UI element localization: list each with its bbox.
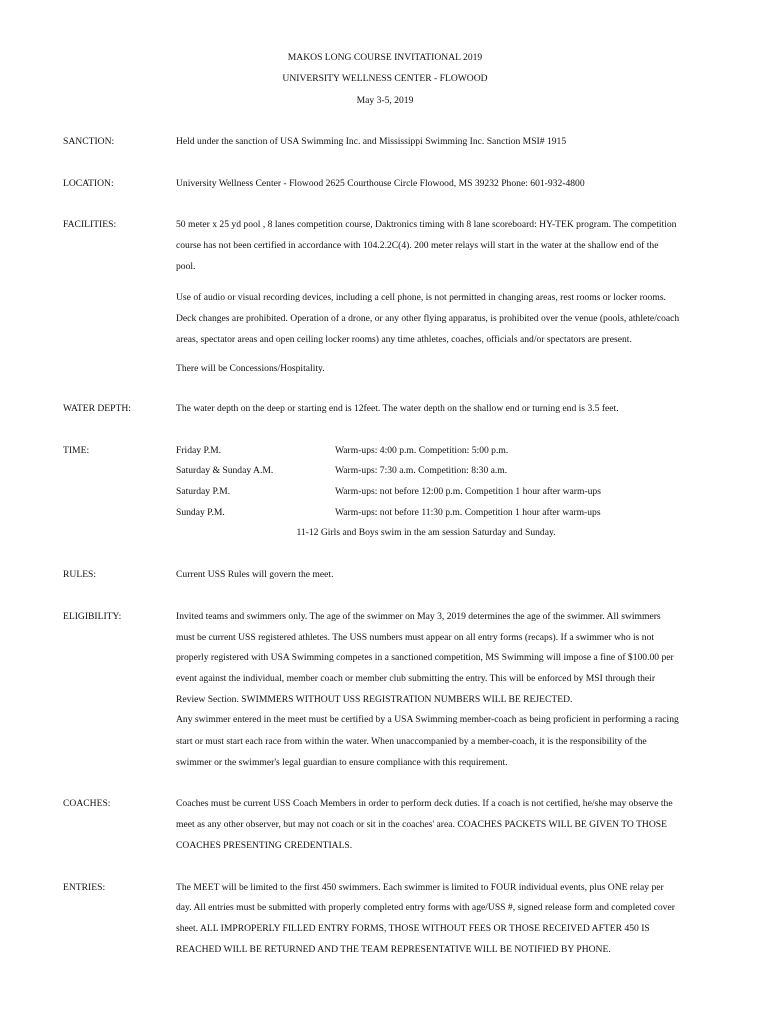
time-detail: Warm-ups: 7:30 a.m. Competition: 8:30 a.m. <box>335 465 508 476</box>
eligibility-line: swimmer or the swimmer's legal guardian to ensure compliance with this requirement. <box>176 757 508 768</box>
location-text: University Wellness Center - Flowood 2625 Courthouse Circle Flowood, MS 39232 Phone: 601-932-4800 <box>176 178 585 189</box>
eligibility-line: Any swimmer entered in the meet must be certified by a USA Swimming member-coach as being proficient in performing a racing <box>176 714 679 725</box>
entries-line: day. All entries must be submitted with properly completed entry forms with age/USS #, signed release form and completed cover <box>176 902 675 913</box>
eligibility-label: ELIGIBILITY: <box>63 611 122 622</box>
rules-text: Current USS Rules will govern the meet. <box>176 569 334 580</box>
entries-line: The MEET will be limited to the first 450 swimmers. Each swimmer is limited to FOUR individual events, plus ONE relay per <box>176 882 664 893</box>
meet-venue: UNIVERSITY WELLNESS CENTER - FLOWOOD <box>282 73 488 84</box>
sanction-text: Held under the sanction of USA Swimming Inc. and Mississippi Swimming Inc. Sanction MSI# 1915 <box>176 136 567 147</box>
meet-title: MAKOS LONG COURSE INVITATIONAL 2019 <box>287 52 483 63</box>
facilities-line: 50 meter x 25 yd pool , 8 lanes competition course, Daktronics timing with 8 lane scoreboard: HY-TEK program. The competition <box>176 219 677 230</box>
time-session: Friday P.M. <box>176 445 222 456</box>
time-detail: Warm-ups: not before 11:30 p.m. Competition 1 hour after warm-ups <box>335 507 601 518</box>
time-label: TIME: <box>63 445 90 456</box>
entries-line: sheet. ALL IMPROPERLY FILLED ENTRY FORMS, THOSE WITHOUT FEES OR THOSE RECEIVED AFTER 450 IS <box>176 923 650 934</box>
meet-dates: May 3-5, 2019 <box>356 95 414 106</box>
eligibility-line: start or must start each race from within the water. When unaccompanied by a member-coach, it is the responsibility of the <box>176 736 647 747</box>
coaches-line: Coaches must be current USS Coach Members in order to perform deck duties. If a coach is not certified, he/she may observe the <box>176 798 673 809</box>
eligibility-line: event against the individual, member coach or member club submitting the entry. This will be enforced by MSI through their <box>176 673 656 684</box>
entries-line: REACHED WILL BE RETURNED AND THE TEAM REPRESENTATIVE WILL BE NOTIFIED BY PHONE. <box>176 944 611 955</box>
coaches-line: COACHES PRESENTING CREDENTIALS. <box>176 840 353 851</box>
location-label: LOCATION: <box>63 178 114 189</box>
water-depth-text: The water depth on the deep or starting end is 12feet. The water depth on the shallow end or turning end is 3.5 feet. <box>176 403 619 414</box>
time-session: Sunday P.M. <box>176 507 225 518</box>
facilities-line: Deck changes are prohibited. Operation of a drone, or any other flying apparatus, is prohibited over the venue (pools, athlete/coach <box>176 313 680 324</box>
coaches-label: COACHES: <box>63 798 111 809</box>
facilities-line: areas, spectator areas and open ceiling locker rooms) any time athletes, coaches, officials and/or spectators are present. <box>176 334 632 345</box>
eligibility-line: properly registered with USA Swimming competes in a sanctioned competition, MS Swimming will impose a fine of $100.00 per <box>176 652 674 663</box>
facilities-label: FACILITIES: <box>63 219 117 230</box>
eligibility-line: Review Section. SWIMMERS WITHOUT USS REGISTRATION NUMBERS WILL BE REJECTED. <box>176 694 573 705</box>
time-session: Saturday & Sunday A.M. <box>176 465 274 476</box>
eligibility-line: Invited teams and swimmers only. The age of the swimmer on May 3, 2019 determines the age of the swimmer. All swimmers <box>176 611 661 622</box>
water-depth-label: WATER DEPTH: <box>63 403 131 414</box>
facilities-line: Use of audio or visual recording devices, including a cell phone, is not permitted in changing areas, rest rooms or locker rooms. <box>176 292 666 303</box>
time-detail: Warm-ups: 4:00 p.m. Competition: 5:00 p.m. <box>335 445 509 456</box>
coaches-line: meet as any other observer, but may not coach or sit in the coaches' area. COACHES PACKETS WILL BE GIVEN TO THOSE <box>176 819 667 830</box>
sanction-label: SANCTION: <box>63 136 115 147</box>
time-note: 11-12 Girls and Boys swim in the am session Saturday and Sunday. <box>296 527 556 538</box>
facilities-line: pool. <box>176 261 196 272</box>
entries-label: ENTRIES: <box>63 882 106 893</box>
time-session: Saturday P.M. <box>176 486 231 497</box>
facilities-line: There will be Concessions/Hospitality. <box>176 363 325 374</box>
time-detail: Warm-ups: not before 12:00 p.m. Competition 1 hour after warm-ups <box>335 486 601 497</box>
eligibility-line: must be current USS registered athletes. The USS numbers must appear on all entry forms (recaps). If a swimmer who is not <box>176 632 655 643</box>
rules-label: RULES: <box>63 569 97 580</box>
facilities-line: course has not been certified in accordance with 104.2.2C(4). 200 meter relays will start in the water at the shallow end of the <box>176 240 659 251</box>
